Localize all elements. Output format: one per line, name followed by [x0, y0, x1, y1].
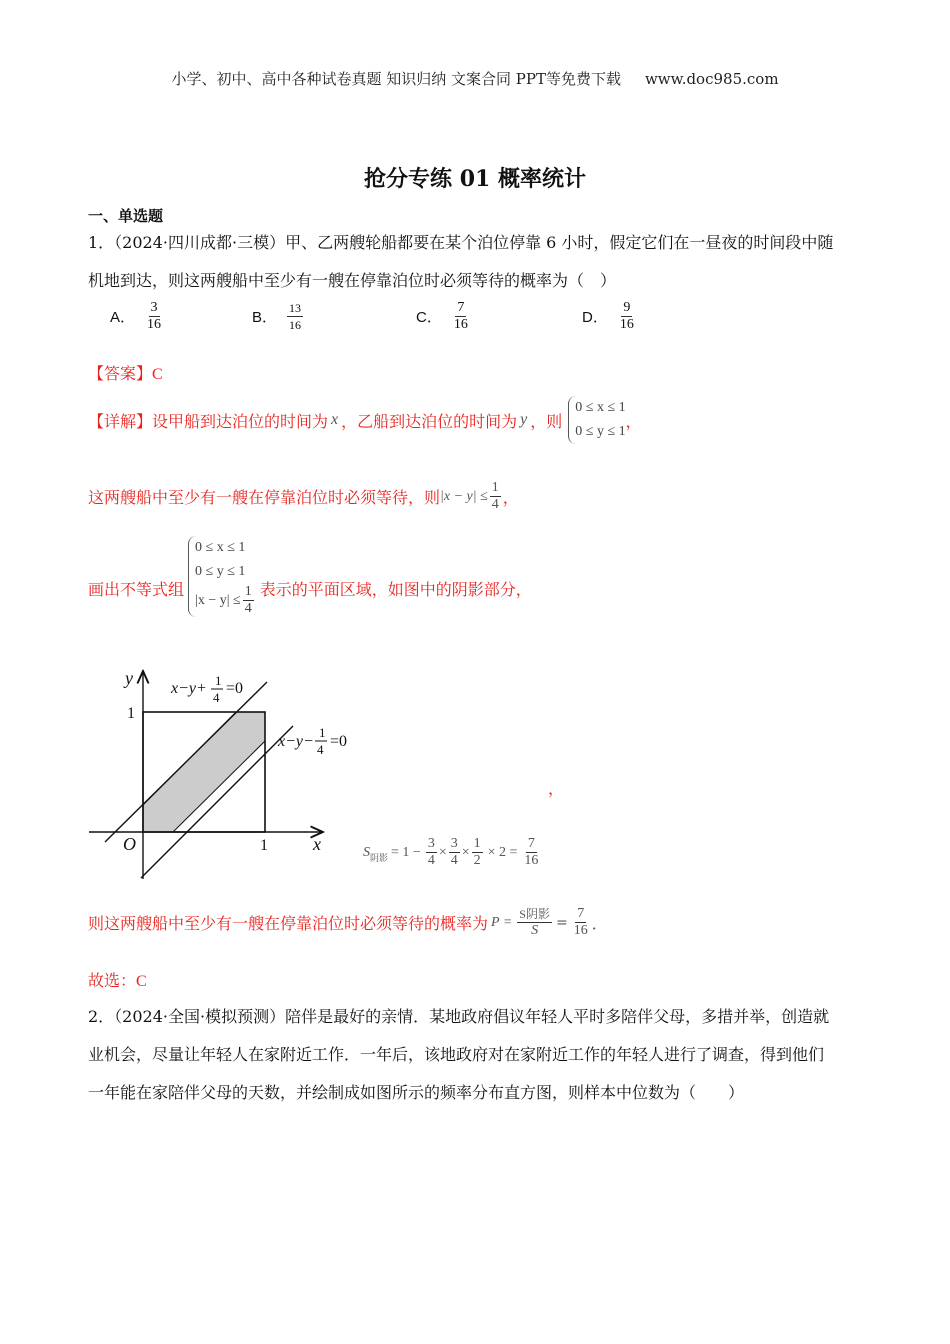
inequality-system-2: 0 ≤ x ≤ 1 0 ≤ y ≤ 1 |x − y| ≤ $\frac{1}{4}$: [188, 536, 256, 617]
conclusion-line: [88, 968, 147, 991]
lone-comma: ，: [548, 779, 565, 798]
detail-text-3a: 画出不等式组: [88, 580, 185, 599]
q2-line3: 一年能在家陪伴父母的天数，并绘制成如图所示的频率分布直方图，则样本中位数为（ ）: [88, 1083, 745, 1102]
comma: ，: [625, 411, 642, 431]
detail-line3: [88, 536, 532, 617]
upper-frac-den: 4: [213, 690, 220, 705]
option-fraction: $\frac{13}{16}$: [289, 301, 302, 332]
header-text: 小学、初中、高中各种试卷真题 知识归纳 文案合同 PPT等免费下载: [171, 70, 621, 88]
option-fraction: $\frac{3}{16}$: [147, 300, 162, 332]
q2-line2: 业机会，尽量让年轻人在家附近工作．一年后，该地政府对在家附近工作的年轻人进行了调查，得到他们: [88, 1045, 825, 1064]
option-label: A．: [110, 309, 136, 326]
option-fraction: $\frac{9}{16}$: [619, 300, 634, 332]
var-y: y: [520, 411, 528, 428]
var-x: x: [331, 411, 339, 428]
detail-tag: 【详解】: [88, 411, 153, 431]
detail-line1: [88, 396, 642, 444]
answer-tag: 【答案】: [88, 364, 153, 383]
page-header: [0, 68, 950, 89]
q1-option-c[interactable]: [416, 300, 472, 333]
header-url[interactable]: www.doc985.com: [644, 70, 779, 88]
conclusion-value: C: [136, 973, 147, 990]
detail-line2: [88, 480, 519, 513]
conclusion-tag: 故选：: [88, 971, 137, 990]
upper-line-label-b: =0: [226, 680, 244, 697]
x-one-label: 1: [260, 837, 268, 854]
origin-label: O: [123, 834, 136, 854]
page-title: 抢分专练 01 概率统计: [364, 166, 586, 192]
option-label: B．: [252, 309, 278, 326]
section-heading: 一、单选题: [88, 207, 164, 225]
comma: ，: [502, 488, 519, 507]
inequality-system-1: 0 ≤ x ≤ 1 0 ≤ y ≤ 1: [568, 396, 625, 444]
detail-text-2: 这两艘船中至少有一艘在停靠泊位时必须等待，则: [88, 488, 441, 507]
x-axis-label: x: [313, 834, 321, 854]
lower-line-label-b: =0: [330, 733, 348, 750]
option-label: D．: [582, 309, 608, 326]
q2-line1: 2．（2024·全国·模拟预测）陪伴是最好的亲情．某地政府倡议年轻人平时多陪伴父母，多措并举，创造就: [88, 1007, 830, 1026]
option-label: C．: [416, 309, 442, 326]
detail-text-b: ，乙船到达泊位的时间为: [341, 411, 518, 431]
quarter-fraction: $\frac{1}{4}$: [491, 480, 499, 512]
q1-option-b[interactable]: [252, 300, 305, 333]
upper-line-label-a: x−y+: [171, 680, 207, 697]
area-expression: S 阴影 = 1 − $\frac{3}{4}$ × $\frac{3}{4}$ × $\frac{1}{2}$ × 2 = $\frac{7}{16}$: [363, 836, 539, 868]
probability-text: 则这两艘船中至少有一艘在停靠泊位时必须等待的概率为: [88, 914, 489, 933]
probability-line: 则这两艘船中至少有一艘在停靠泊位时必须等待的概率为 P = $\frac{\text{S阴影}}{S}$ = $\frac{7}{16}$ ．: [88, 906, 608, 938]
q1-line1: 1．（2024·四川成都·三模）甲、乙两艘轮船都要在某个泊位停靠 6 小时，假定它们在一昼夜的时间段中随: [88, 233, 834, 252]
option-fraction: $\frac{7}{16}$: [453, 300, 468, 332]
lower-frac-num: 1: [319, 725, 326, 740]
answer-value: C: [152, 366, 163, 383]
q1-line2: 机地到达，则这两艘船中至少有一艘在停靠泊位时必须等待的概率为（ ）: [88, 271, 617, 290]
abs-inequality: |x − y| ≤: [440, 488, 488, 504]
y-one-label: 1: [127, 705, 135, 722]
detail-text-a: 设甲船到达泊位的时间为: [152, 411, 329, 431]
answer-line: [88, 361, 163, 384]
region-graph: [85, 665, 375, 885]
y-axis-label: y: [125, 668, 133, 688]
q1-option-d[interactable]: [582, 300, 638, 333]
detail-text-c: ，则: [530, 411, 563, 431]
detail-text-3b: 表示的平面区域，如图中的阴影部分，: [259, 580, 532, 599]
lower-line-label-a: x−y−: [278, 733, 314, 750]
upper-frac-num: 1: [215, 673, 222, 688]
lower-frac-den: 4: [317, 742, 324, 757]
q1-option-a[interactable]: [110, 300, 165, 333]
